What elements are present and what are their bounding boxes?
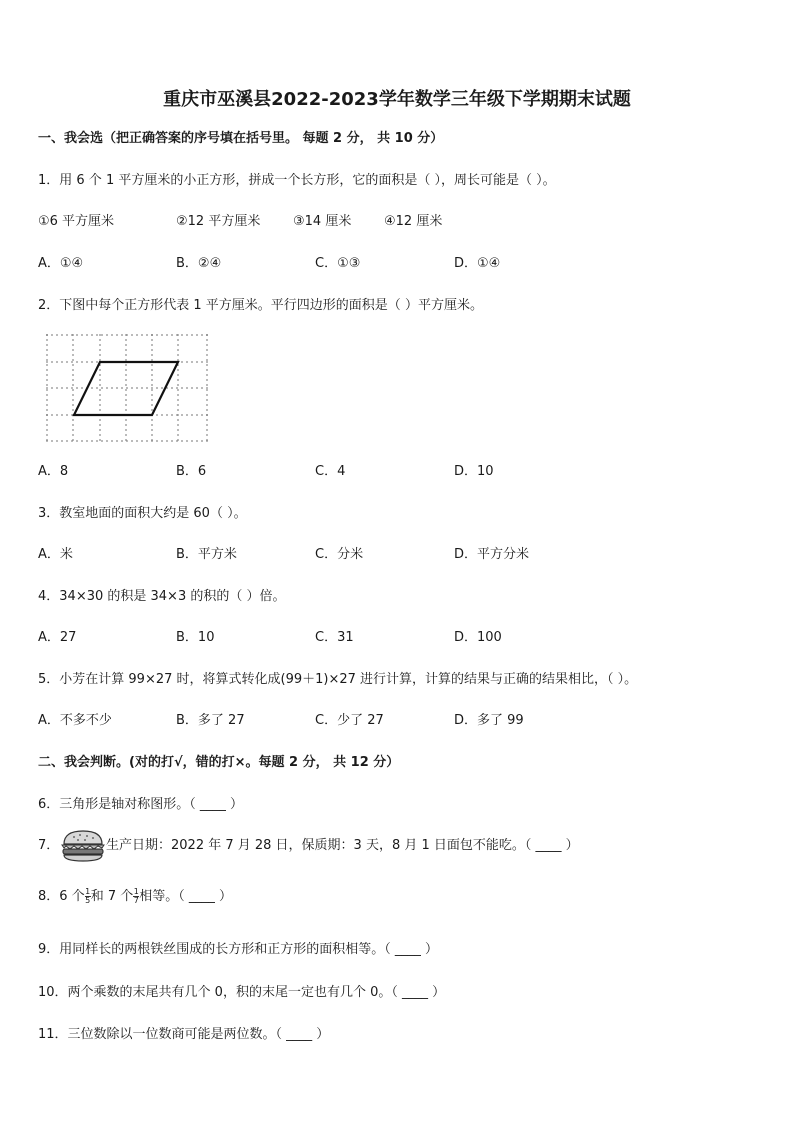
q4-option-a[interactable]: A．27 [38,630,77,645]
question-11-text: 11．三位数除以一位数商可能是两位数。（ ____ ） [38,1027,330,1042]
question-4-text: 4．34×30 的积是 34×3 的积的（ ）倍。 [38,589,286,604]
question-7-text: 生产日期：2022 年 7 月 28 日，保质期：3 天，8 月 1 日面包不能吃。（ ____ ） [106,838,579,853]
q2-option-b[interactable]: B．6 [176,464,207,479]
q4-option-d[interactable]: D．100 [454,630,502,645]
q2-option-a[interactable]: A．8 [38,464,69,479]
q5-option-b[interactable]: B．多了 27 [176,713,245,728]
fraction-one-fifth: $\frac{1}{5}$ [85,887,91,905]
q1-option-a[interactable]: A．①④ [38,256,84,271]
q3-option-c[interactable]: C．分米 [315,547,364,562]
q8-mid: 和 7 个 [90,889,134,904]
q8-lead: 8．6 个 [38,889,85,904]
q5-option-a[interactable]: A．不多不少 [38,713,112,728]
q1-item-1: ①6 平方厘米 [38,214,115,229]
q1-item-3: ③14 厘米 [293,214,352,229]
question-5-text: 5．小芳在计算 99×27 时，将算式转化成(99＋1)×27 进行计算，计算的结果与正确的结果相比，（ ）。 [38,672,638,687]
q4-option-b[interactable]: B．10 [176,630,215,645]
q3-option-a[interactable]: A．米 [38,547,73,562]
question-6-text: 6．三角形是轴对称图形。（ ____ ） [38,797,244,812]
q1-item-2: ②12 平方厘米 [176,214,261,229]
question-8-text [38,888,232,906]
q3-option-d[interactable]: D．平方分米 [454,547,530,562]
question-10-text: 10．两个乘数的末尾共有几个 0，积的末尾一定也有几个 0。（ ____ ） [38,985,446,1000]
section-2-heading: 二、我会判断。(对的打√，错的打×。每题 2 分， 共 12 分） [38,755,400,770]
parallelogram-grid-figure [44,332,212,444]
question-1-text: 1．用 6 个 1 平方厘米的小正方形，拼成一个长方形，它的面积是（ ），周长可能是（ ）。 [38,173,556,188]
q5-option-c[interactable]: C．少了 27 [315,713,384,728]
question-3-text: 3．教室地面的面积大约是 60（ ）。 [38,506,247,521]
question-2-text: 2．下图中每个正方形代表 1 平方厘米。平行四边形的面积是（ ）平方厘米。 [38,298,483,313]
fraction-one-seventh: $\frac{1}{7}$ [133,887,139,905]
hamburger-icon [60,828,106,864]
q1-option-b[interactable]: B．②④ [176,256,222,271]
section-1-heading: 一、我会选（把正确答案的序号填在括号里。 每题 2 分， 共 10 分） [38,131,444,146]
q1-option-c[interactable]: C．①③ [315,256,361,271]
page-title: 重庆市巫溪县2022-2023学年数学三年级下学期期末试题 [163,89,631,110]
q2-option-d[interactable]: D．10 [454,464,494,479]
q8-end: 相等。（ ____ ） [139,889,232,904]
q1-item-4: ④12 厘米 [384,214,443,229]
q5-option-d[interactable]: D．多了 99 [454,713,524,728]
q2-option-c[interactable]: C．4 [315,464,346,479]
question-9-text: 9．用同样长的两根铁丝围成的长方形和正方形的面积相等。（ ____ ） [38,942,439,957]
q4-option-c[interactable]: C．31 [315,630,354,645]
question-7-number: 7． [38,838,60,853]
q3-option-b[interactable]: B．平方米 [176,547,237,562]
q1-option-d[interactable]: D．①④ [454,256,501,271]
